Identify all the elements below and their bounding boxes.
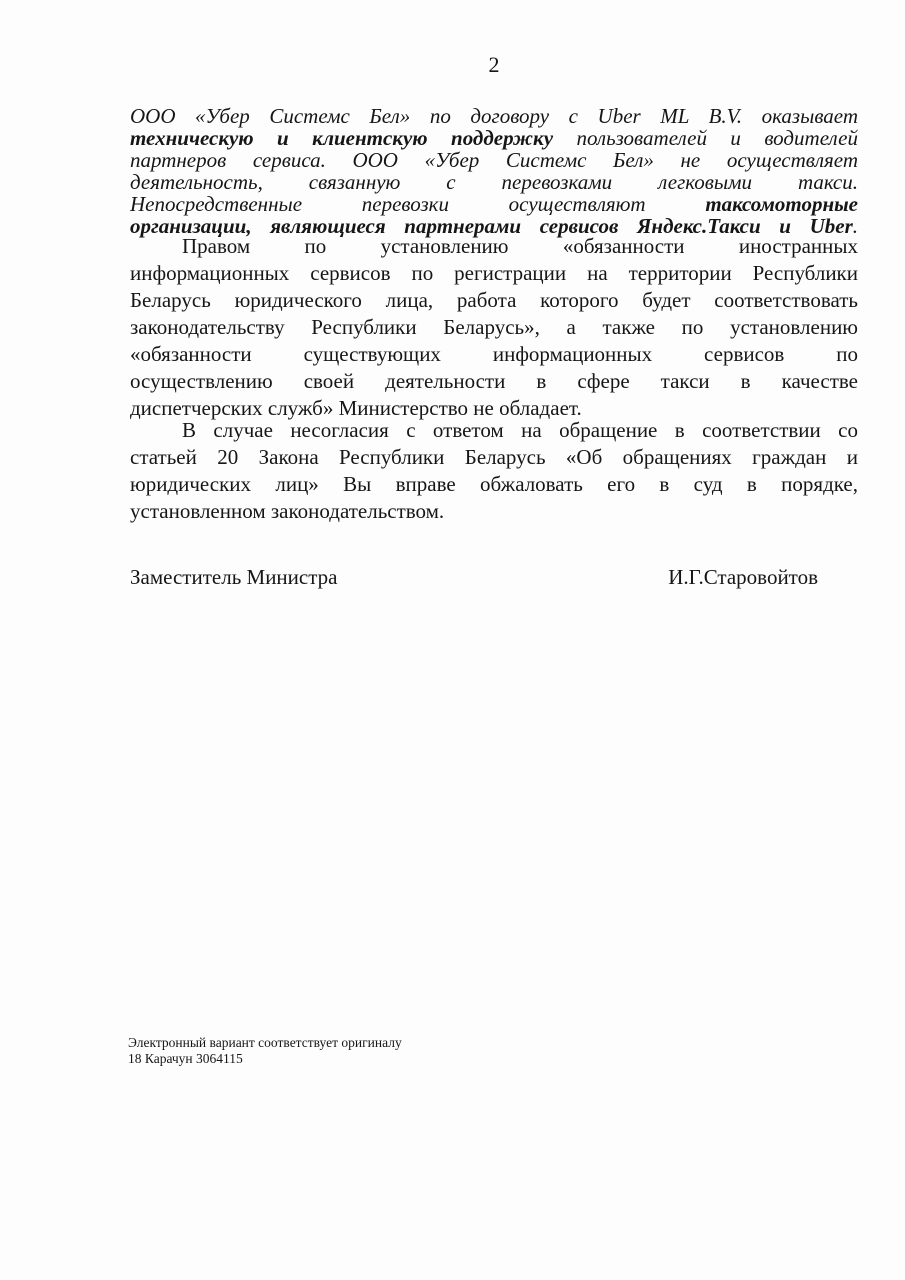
text-line xyxy=(130,193,858,215)
text-segment: ООО «Убер Системс Бел» по договору с Uber ML B.V. оказывает xyxy=(130,104,858,128)
text-line: юридических лиц» Вы вправе обжаловать его в суд в порядке, xyxy=(130,472,858,496)
page-number: 2 xyxy=(488,52,500,77)
text-line: В случае несогласия с ответом на обращение в соответствии со xyxy=(182,418,858,442)
text-line: Правом по установлению «обязанности иностранных xyxy=(182,234,858,258)
text-segment-bold: организации, являющиеся партнерами сервисов Яндекс.Такси и Uber xyxy=(130,214,853,238)
paragraph-ministry-authority xyxy=(130,233,858,422)
text-line xyxy=(130,127,858,149)
text-segment: Непосредственные перевозки осуществляют xyxy=(130,192,706,216)
text-line: Беларусь юридического лица, работа которого будет соответствовать xyxy=(130,288,858,312)
signature-role: Заместитель Министра xyxy=(130,565,338,589)
text-line: осуществлению своей деятельности в сфере такси в качестве xyxy=(130,369,858,393)
text-segment-bold: таксомоторные xyxy=(705,192,858,216)
text-segment: партнеров сервиса. ООО «Убер Системс Бел» не осуществляет xyxy=(130,148,858,172)
text-line: установленном законодательством. xyxy=(130,499,445,523)
text-line: «обязанности существующих информационных сервисов по xyxy=(130,342,858,366)
signature-block xyxy=(130,564,818,590)
paragraph-appeal-rights xyxy=(130,417,858,525)
text-line xyxy=(130,149,858,171)
text-segment: деятельность, связанную с перевозками легковыми такси. xyxy=(130,170,858,194)
text-line: диспетчерских служб» Министерство не обладает. xyxy=(130,396,582,420)
text-line: законодательству Республики Беларусь», а также по установлению xyxy=(130,315,858,339)
signature-name: И.Г.Старовойтов xyxy=(668,565,818,589)
text-segment: пользователей и водителей xyxy=(553,126,858,150)
text-segment-bold: техническую и клиентскую поддержку xyxy=(130,126,554,150)
paragraph-uber-services xyxy=(130,105,858,237)
text-line: статьей 20 Закона Республики Беларусь «Об обращениях граждан и xyxy=(130,445,858,469)
text-segment: . xyxy=(852,214,858,238)
footer-reference-number: 18 Карачун 3064115 xyxy=(128,1050,243,1066)
footer-note xyxy=(128,1035,402,1066)
text-line: информационных сервисов по регистрации на территории Республики xyxy=(130,261,858,285)
text-line xyxy=(130,105,858,127)
footer-electronic-copy-note: Электронный вариант соответствует оригиналу xyxy=(128,1035,402,1050)
text-line xyxy=(130,171,858,193)
